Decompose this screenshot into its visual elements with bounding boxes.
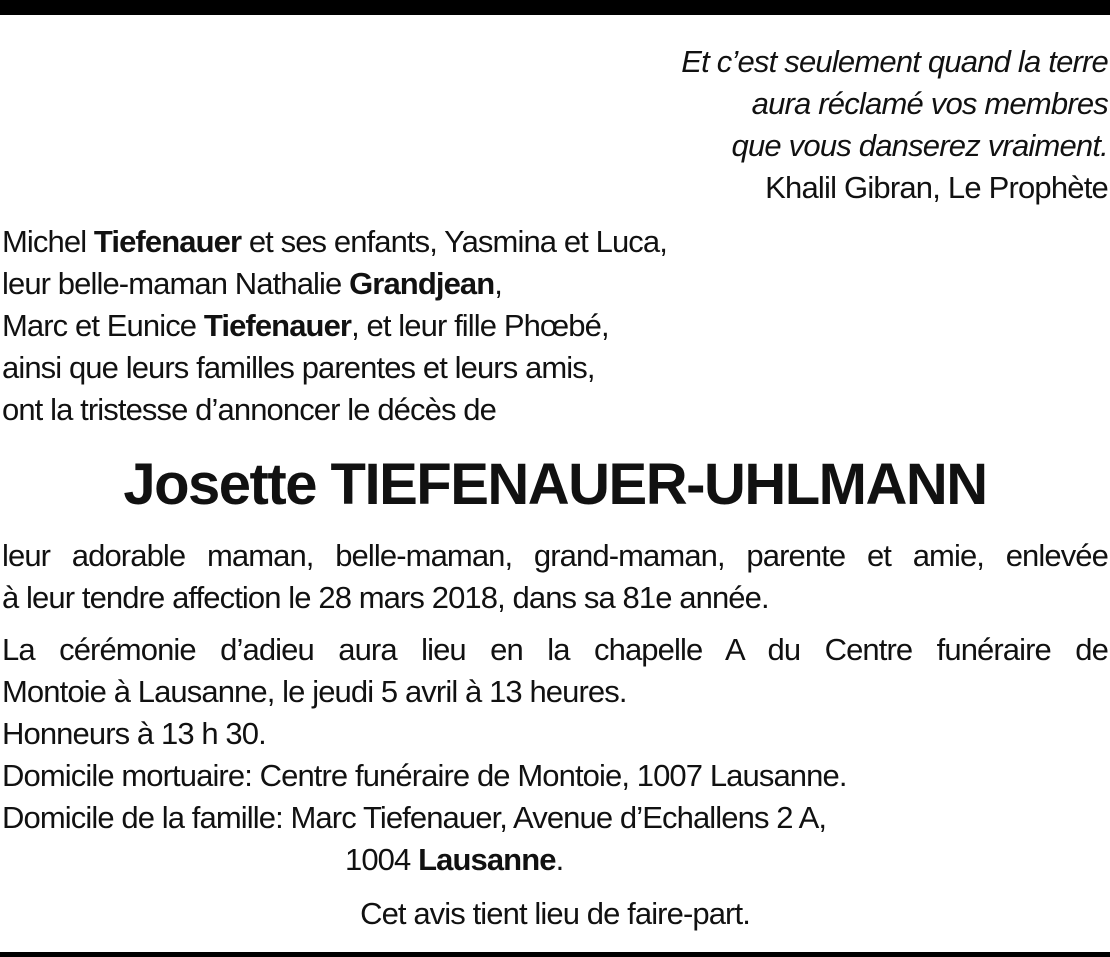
epigraph-source: Khalil Gibran, Le Prophète (765, 170, 1108, 205)
closing-notice: Cet avis tient lieu de faire-part. (360, 896, 750, 931)
mourners-line-2-post: , (494, 266, 503, 301)
family-address-town: Lausanne (418, 842, 556, 877)
bottom-border-rule (0, 952, 1110, 957)
family-address-postcode: 1004 (345, 842, 419, 877)
mortuary-address: Domicile mortuaire: Centre funéraire de Montoie, 1007 Lausanne. (2, 758, 847, 793)
family-address: Domicile de la famille: Marc Tiefenauer, Avenue d’Echallens 2 A, (2, 800, 827, 835)
mourners-line-1-post: et ses enfants, Yasmina et Luca, (241, 224, 667, 259)
epigraph-line-1: Et c’est seulement quand la terre (681, 44, 1108, 79)
ceremony-line-2: Montoie à Lausanne, le jeudi 5 avril à 13 heures. (2, 674, 627, 709)
description-line-1: leur adorable maman, belle-maman, grand-maman, parente et amie, enlevée (2, 538, 1108, 573)
mourners-line-4: ainsi que leurs familles parentes et leurs amis, (2, 350, 595, 385)
epigraph-quote (408, 41, 1108, 209)
mourners-line-3-post: , et leur fille Phœbé, (351, 308, 609, 343)
ceremony-line-1: La cérémonie d’adieu aura lieu en la chapelle A du Centre funéraire de (2, 632, 1108, 667)
mourners-line-1 (2, 222, 667, 262)
mourners-line-2-surname: Grandjean (349, 266, 495, 301)
epigraph-line-2: aura réclamé vos membres (751, 86, 1108, 121)
mourners-line-5: ont la tristesse d’annoncer le décès de (2, 392, 496, 427)
mourners-line-3-pre: Marc et Eunice (2, 308, 204, 343)
mourners-line-3 (2, 306, 609, 346)
ceremony-honours: Honneurs à 13 h 30. (2, 716, 266, 751)
family-address-period: . (555, 842, 564, 877)
mourners-line-2-pre: leur belle-maman Nathalie (2, 266, 350, 301)
epigraph-line-3: que vous danserez vraiment. (731, 128, 1108, 163)
mourners-line-2 (2, 264, 502, 304)
deceased-name: Josette TIEFENAUER-UHLMANN (123, 452, 987, 517)
top-border-rule (0, 0, 1110, 15)
description-line-2: à leur tendre affection le 28 mars 2018, dans sa 81e année. (2, 580, 769, 615)
family-address-city (345, 840, 563, 880)
mourners-line-3-surname: Tiefenauer (203, 308, 352, 343)
mourners-line-1-pre: Michel (2, 224, 94, 259)
mourners-line-1-surname: Tiefenauer (93, 224, 242, 259)
